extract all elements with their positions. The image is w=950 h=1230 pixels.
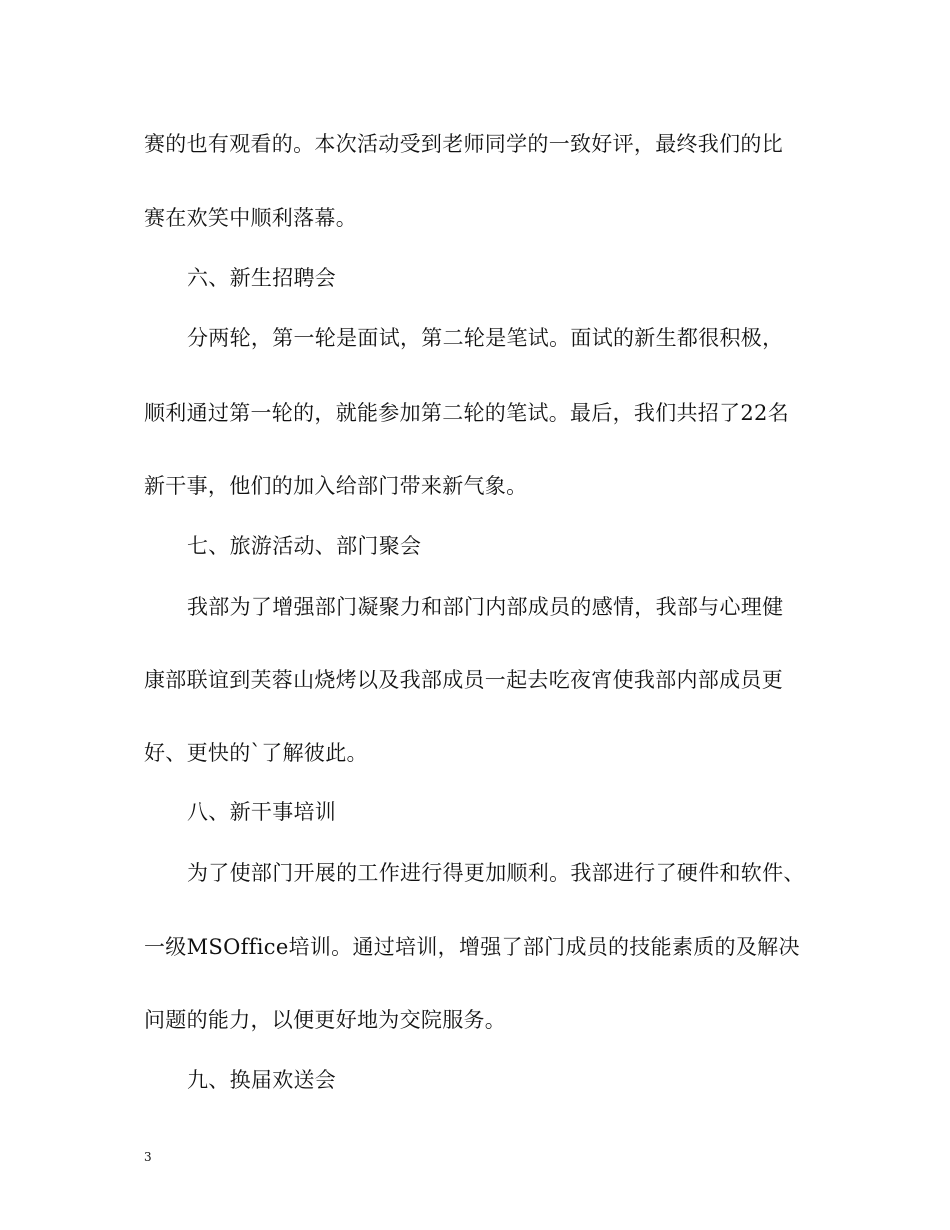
paragraph-line: 分两轮，第一轮是面试，第二轮是笔试。面试的新生都很积极， [187, 326, 784, 350]
paragraph-line: 为了使部门开展的工作进行得更加顺利。我部进行了硬件和软件、 [187, 861, 805, 885]
section-heading-6: 六、新生招聘会 [187, 266, 337, 290]
paragraph-line: 一级MSOffice培训。通过培训，增强了部门成员的技能素质的及解决 [144, 935, 800, 959]
paragraph-line: 康部联谊到芙蓉山烧烤以及我部成员一起去吃夜宵使我部内部成员更 [144, 668, 783, 692]
paragraph-line: 问题的能力，以便更好地为交院服务。 [144, 1008, 507, 1032]
paragraph-line: 顺利通过第一轮的，就能参加第二轮的笔试。最后，我们共招了22名 [144, 401, 790, 425]
paragraph-line: 我部为了增强部门凝聚力和部门内部成员的感情，我部与心理健 [187, 595, 784, 619]
paragraph-line: 新干事，他们的加入给部门带来新气象。 [144, 474, 528, 498]
paragraph-line: 好、更快的`了解彼此。 [144, 741, 368, 765]
paragraph-line: 赛在欢笑中顺利落幕。 [144, 206, 357, 230]
section-heading-7: 七、旅游活动、部门聚会 [187, 534, 422, 558]
section-heading-9: 九、换届欢送会 [187, 1068, 337, 1092]
section-heading-8: 八、新干事培训 [187, 800, 337, 824]
page-number: 3 [144, 1150, 152, 1164]
paragraph-line: 赛的也有观看的。本次活动受到老师同学的一致好评，最终我们的比 [144, 132, 783, 156]
